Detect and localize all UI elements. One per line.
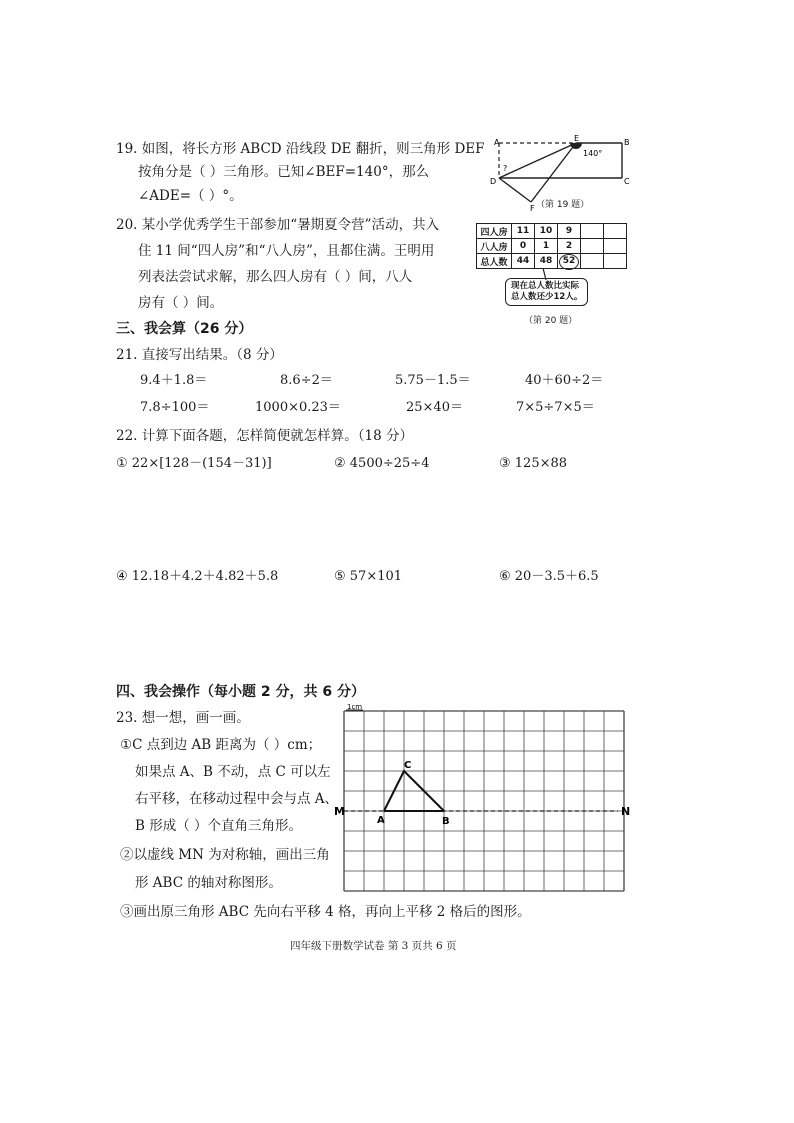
q20-cell-circled bbox=[558, 254, 581, 269]
q23-part1-line4: B 形成（ ）个直角三角形。 bbox=[135, 818, 303, 834]
q20-row-total bbox=[477, 254, 627, 269]
q23-part3: ③画出原三角形 ABC 先向右平移 4 格，再向上平移 2 格后的图形。 bbox=[120, 904, 531, 920]
section4-heading: 四、我会操作（每小题 2 分，共 6 分） bbox=[116, 684, 365, 700]
q20-cell bbox=[604, 239, 627, 254]
q20-row-label: 四人房 bbox=[477, 224, 512, 239]
q19-label-question: ? bbox=[503, 164, 508, 173]
q19-label-a: A bbox=[494, 138, 500, 147]
q19-label-d: D bbox=[490, 177, 497, 186]
label-b: B bbox=[442, 816, 450, 827]
q20-table bbox=[476, 223, 627, 269]
label-m: M bbox=[334, 805, 345, 818]
q20-line1: 20. 某小学优秀学生干部参加“暑期夏令营”活动，共入 bbox=[116, 217, 440, 233]
q20-line2: 住 11 间“四人房”和“八人房”，且都住满。王明用 bbox=[138, 243, 435, 259]
q20-line3: 列表法尝试求解，那么四人房有（ ）间，八人 bbox=[138, 269, 413, 285]
scale-label: 1cm bbox=[347, 703, 363, 711]
q21-expr: 5.75－1.5＝ bbox=[395, 373, 471, 388]
q20-row-eight bbox=[477, 239, 627, 254]
q21-expr: 7×5÷7×5＝ bbox=[516, 400, 595, 415]
q20-note bbox=[505, 278, 588, 306]
q20-cell bbox=[581, 254, 604, 269]
q21-expr: 25×40＝ bbox=[406, 400, 463, 415]
label-n: N bbox=[621, 805, 631, 818]
q23-title: 23. 想一想，画一画。 bbox=[116, 710, 250, 726]
q20-cell bbox=[581, 239, 604, 254]
q21-expr: 8.6÷2＝ bbox=[280, 373, 333, 388]
grid-lines bbox=[344, 711, 624, 891]
q22-item: ② 4500÷25÷4 bbox=[334, 456, 430, 471]
section3-heading: 三、我会算（26 分） bbox=[116, 321, 253, 337]
q23-part1-line2: 如果点 A、B 不动，点 C 可以左 bbox=[135, 764, 331, 780]
q20-cell: 9 bbox=[558, 224, 581, 239]
q20-cell: 10 bbox=[535, 224, 558, 239]
q22-item: ⑥ 20－3.5＋6.5 bbox=[499, 569, 599, 584]
q21-expr: 1000×0.23＝ bbox=[255, 400, 341, 415]
q19-caption: （第 19 题） bbox=[536, 200, 590, 210]
q20-line4: 房有（ ）间。 bbox=[138, 295, 224, 311]
q19-line2: 按角分是（ ）三角形。已知∠BEF=140°，那么 bbox=[138, 164, 430, 180]
q22-item: ① 22×[128－(154－31)] bbox=[116, 456, 272, 471]
q19-df-line bbox=[499, 178, 531, 202]
q19-label-angle: 140° bbox=[583, 149, 603, 158]
q23-part2-line2: 形 ABC 的轴对称图形。 bbox=[135, 875, 282, 891]
q20-row-four bbox=[477, 224, 627, 239]
q19-line1: 19. 如图，将长方形 ABCD 沿线段 DE 翻折，则三角形 DEF bbox=[116, 141, 485, 157]
q21-title: 21. 直接写出结果。（8 分） bbox=[116, 347, 283, 363]
q21-expr: 40＋60÷2＝ bbox=[525, 373, 604, 388]
q22-title: 22. 计算下面各题，怎样简便就怎样算。（18 分） bbox=[116, 428, 413, 444]
q20-row-label: 总人数 bbox=[477, 254, 512, 269]
q19-label-f: F bbox=[530, 204, 535, 213]
q19-line3: ∠ADE=（ ）°。 bbox=[138, 188, 243, 204]
q19-label-b: B bbox=[624, 138, 630, 147]
q19-de-line bbox=[499, 143, 576, 178]
q20-row-label: 八人房 bbox=[477, 239, 512, 254]
q20-cell: 0 bbox=[512, 239, 535, 254]
q20-note-line2: 总人数还少12人。 bbox=[511, 292, 583, 302]
q23-grid-figure bbox=[330, 700, 634, 902]
q20-note-line1: 现在总人数比实际 bbox=[511, 281, 580, 291]
q22-item: ④ 12.18＋4.2＋4.82＋5.8 bbox=[116, 569, 279, 584]
q20-cell bbox=[604, 254, 627, 269]
q20-caption: （第 20 题） bbox=[524, 316, 578, 326]
q20-cell: 2 bbox=[558, 239, 581, 254]
q20-cell bbox=[581, 224, 604, 239]
q19-label-e: E bbox=[574, 134, 580, 143]
q20-circled-value: 52 bbox=[562, 256, 576, 266]
q23-part2-line1: ②以虚线 MN 为对称轴，画出三角 bbox=[120, 847, 330, 863]
q20-cell: 48 bbox=[535, 254, 558, 269]
page-footer: 四年级下册数学试卷 第 3 页共 6 页 bbox=[290, 940, 457, 952]
q19-label-c: C bbox=[624, 177, 630, 186]
q20-cell bbox=[604, 224, 627, 239]
q19-fe-line bbox=[531, 143, 576, 202]
q20-cell: 44 bbox=[512, 254, 535, 269]
q23-part1-line3: 右平移，在移动过程中会与点 A、 bbox=[135, 791, 339, 807]
q20-cell: 1 bbox=[535, 239, 558, 254]
label-c: C bbox=[404, 760, 412, 771]
q20-circle-mark bbox=[559, 254, 579, 270]
q21-expr: 9.4＋1.8＝ bbox=[140, 373, 208, 388]
q22-item: ③ 125×88 bbox=[499, 456, 568, 471]
q20-cell: 11 bbox=[512, 224, 535, 239]
q22-item: ⑤ 57×101 bbox=[334, 569, 403, 584]
label-a: A bbox=[377, 815, 385, 826]
q23-part1-line1: ①C 点到边 AB 距离为（ ）cm； bbox=[120, 737, 322, 753]
q21-expr: 7.8÷100＝ bbox=[140, 400, 210, 415]
